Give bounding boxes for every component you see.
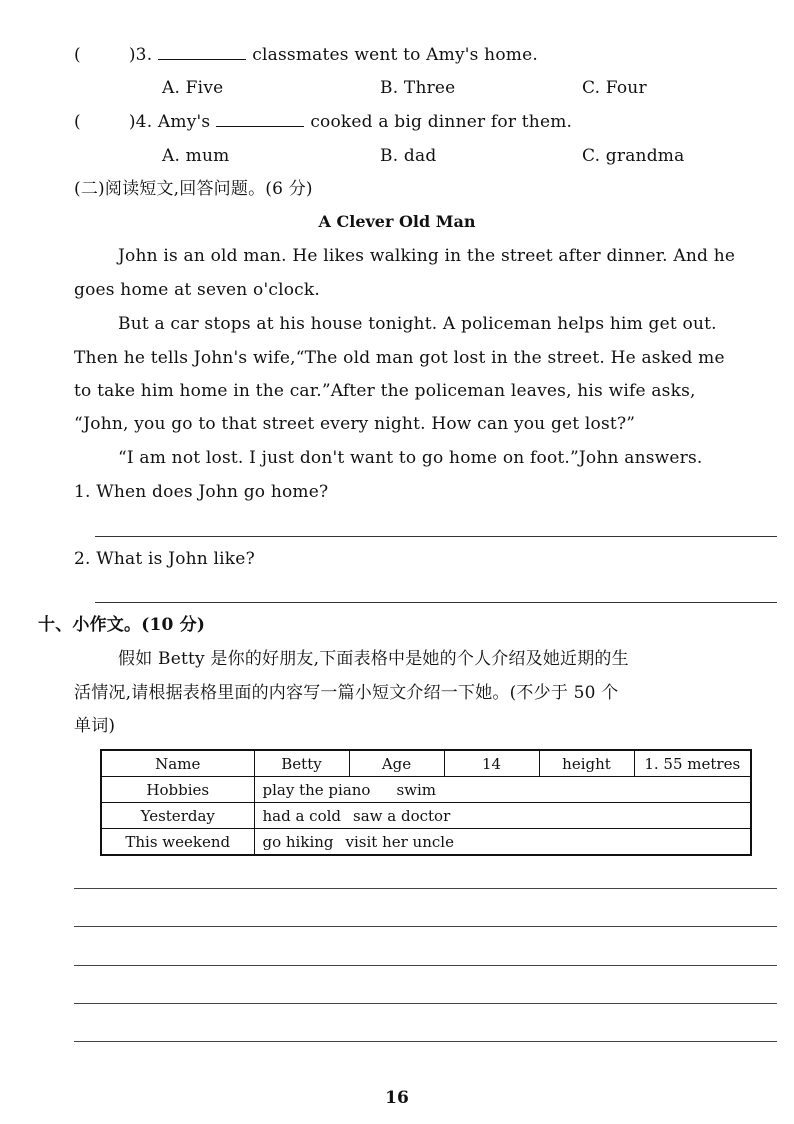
q3-option-c: C. Four bbox=[582, 78, 647, 98]
table-cell: 1. 55 metres bbox=[634, 750, 751, 777]
section-heading: (二)阅读短文,回答问题。(6 分) bbox=[74, 179, 313, 199]
comprehension-question-2: 2. What is John like? bbox=[74, 549, 255, 569]
prompt-line: 活情况,请根据表格里面的内容写一篇小短文介绍一下她。(不少于 50 个 bbox=[74, 683, 619, 703]
info-table bbox=[100, 749, 752, 856]
answer-blank[interactable] bbox=[158, 45, 246, 60]
story-title: A Clever Old Man bbox=[318, 212, 476, 231]
section-heading: 十、小作文。(10 分) bbox=[38, 615, 206, 635]
answer-line-1[interactable] bbox=[95, 536, 777, 537]
writing-line[interactable] bbox=[74, 888, 777, 889]
answer-blank[interactable] bbox=[216, 112, 304, 127]
story-line: Then he tells John's wife,“The old man got lost in the street. He asked me bbox=[74, 348, 725, 368]
table-cell: play the piano swim bbox=[254, 777, 751, 803]
table-row bbox=[101, 777, 751, 803]
q3-option-a: A. Five bbox=[162, 78, 224, 98]
table-row bbox=[101, 803, 751, 829]
prompt-line: 假如 Betty 是你的好朋友,下面表格中是她的个人介绍及她近期的生 bbox=[118, 649, 629, 669]
table-cell: Age bbox=[349, 750, 444, 777]
q3-option-b: B. Three bbox=[380, 78, 456, 98]
page-number: 16 bbox=[385, 1088, 409, 1108]
story-line: “I am not lost. I just don't want to go home on foot.”John answers. bbox=[118, 448, 703, 468]
story-line: “John, you go to that street every night. How can you get lost?” bbox=[74, 414, 636, 434]
table-cell: height bbox=[539, 750, 634, 777]
comprehension-question-1: 1. When does John go home? bbox=[74, 482, 329, 502]
writing-line[interactable] bbox=[74, 1003, 777, 1004]
prompt-line: 单词) bbox=[74, 716, 116, 736]
table-cell: had a cold saw a doctor bbox=[254, 803, 751, 829]
answer-line-2[interactable] bbox=[95, 602, 777, 603]
writing-line[interactable] bbox=[74, 1041, 777, 1042]
table-cell: 14 bbox=[444, 750, 539, 777]
table-row bbox=[101, 829, 751, 856]
story-line: John is an old man. He likes walking in the street after dinner. And he bbox=[118, 246, 736, 266]
q4-option-a: A. mum bbox=[162, 146, 230, 166]
writing-line[interactable] bbox=[74, 965, 777, 966]
table-cell: Betty bbox=[254, 750, 349, 777]
question-4: ( )4. Amy's cooked a big dinner for them. bbox=[74, 112, 573, 132]
q4-option-b: B. dad bbox=[380, 146, 437, 166]
story-line: to take him home in the car.”After the policeman leaves, his wife asks, bbox=[74, 381, 696, 401]
story-line: But a car stops at his house tonight. A policeman helps him get out. bbox=[118, 314, 717, 334]
writing-line[interactable] bbox=[74, 926, 777, 927]
table-row bbox=[101, 750, 751, 777]
table-cell: This weekend bbox=[101, 829, 254, 856]
q4-option-c: C. grandma bbox=[582, 146, 685, 166]
table-cell: Yesterday bbox=[101, 803, 254, 829]
table-cell: Name bbox=[101, 750, 254, 777]
table-cell: Hobbies bbox=[101, 777, 254, 803]
table-cell: go hiking visit her uncle bbox=[254, 829, 751, 856]
story-line: goes home at seven o'clock. bbox=[74, 280, 320, 300]
question-3: ( )3. classmates went to Amy's home. bbox=[74, 45, 538, 65]
